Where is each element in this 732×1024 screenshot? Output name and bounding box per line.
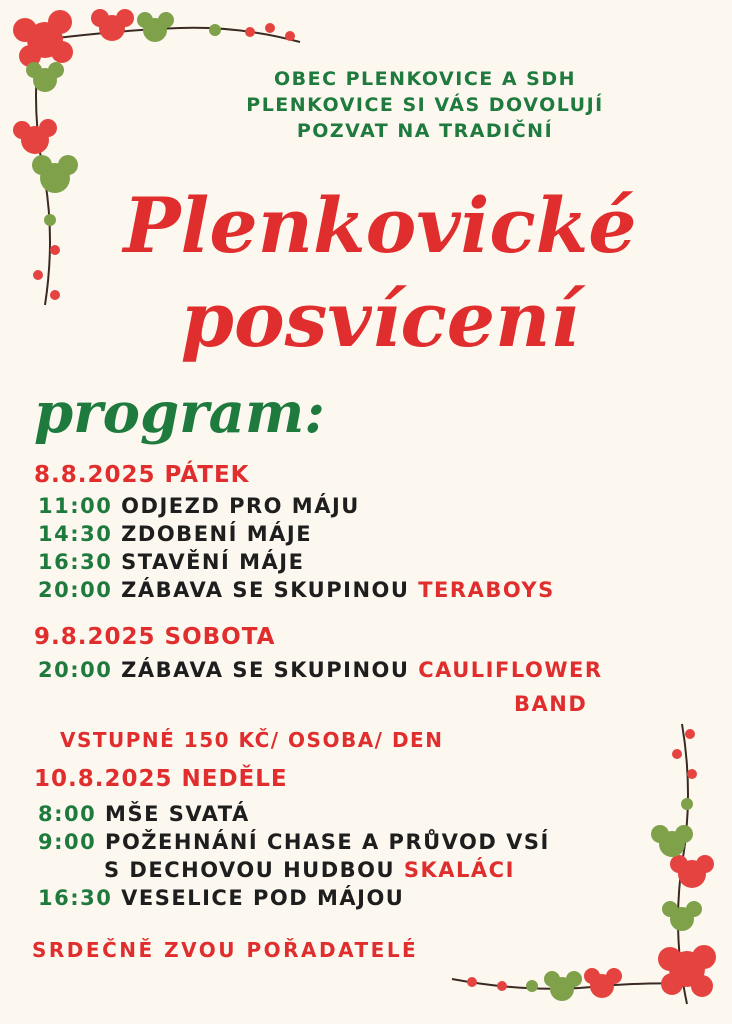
schedule-time: 14:30 xyxy=(38,522,113,546)
schedule-text: S DECHOVOU HUDBOU xyxy=(104,858,396,882)
program-heading: program: xyxy=(34,380,325,446)
schedule-time: 11:00 xyxy=(38,494,113,518)
closing-note: SRDEČNĚ ZVOU POŘADATELÉ xyxy=(32,938,419,962)
day-heading-friday: 8.8.2025 PÁTEK xyxy=(34,462,250,488)
intro-line-3: POZVAT NA TRADIČNÍ xyxy=(296,120,554,142)
schedule-time: 16:30 xyxy=(38,886,113,910)
band-name-continued xyxy=(514,692,587,716)
schedule-row xyxy=(38,494,360,518)
schedule-text: POŽEHNÁNÍ CHASE A PRŮVOD VSÍ xyxy=(105,830,550,854)
event-title-line-2: posvícení xyxy=(180,275,580,364)
schedule-time: 20:00 xyxy=(38,578,113,602)
admission-note: VSTUPNÉ 150 KČ/ OSOBA/ DEN xyxy=(60,728,444,752)
schedule-time: 20:00 xyxy=(38,658,113,682)
intro-line-2: PLENKOVICE SI VÁS DOVOLUJÍ xyxy=(246,94,604,116)
intro-text xyxy=(190,66,660,144)
schedule-text: VESELICE POD MÁJOU xyxy=(121,886,405,910)
schedule-row xyxy=(38,522,312,546)
day-heading-sunday: 10.8.2025 NEDĚLE xyxy=(34,766,288,792)
schedule-time: 9:00 xyxy=(38,830,97,854)
floral-corner-top-left xyxy=(0,0,310,320)
schedule-text: ZDOBENÍ MÁJE xyxy=(121,522,313,546)
day-heading-saturday: 9.8.2025 SOBOTA xyxy=(34,624,276,650)
schedule-text: ZÁBAVA SE SKUPINOU xyxy=(121,658,410,682)
schedule-row xyxy=(38,886,404,910)
schedule-text: ODJEZD PRO MÁJU xyxy=(121,494,360,518)
band-name: BAND xyxy=(514,692,588,716)
schedule-time: 16:30 xyxy=(38,550,113,574)
band-name: CAULIFLOWER xyxy=(418,658,603,682)
schedule-text: ZÁBAVA SE SKUPINOU xyxy=(121,578,410,602)
schedule-row xyxy=(38,550,304,574)
schedule-text: MŠE SVATÁ xyxy=(105,802,250,826)
schedule-time: 8:00 xyxy=(38,802,97,826)
schedule-row xyxy=(38,578,555,602)
schedule-text: STAVĚNÍ MÁJE xyxy=(121,550,305,574)
schedule-row xyxy=(38,802,250,826)
event-title-line-1: Plenkovické xyxy=(123,181,637,270)
band-name: SKALÁCI xyxy=(403,858,515,882)
intro-line-1: OBEC PLENKOVICE A SDH xyxy=(273,68,577,90)
schedule-row-continued xyxy=(104,858,515,882)
band-name: TERABOYS xyxy=(418,578,555,602)
schedule-row xyxy=(38,830,550,854)
schedule-row xyxy=(38,658,603,682)
